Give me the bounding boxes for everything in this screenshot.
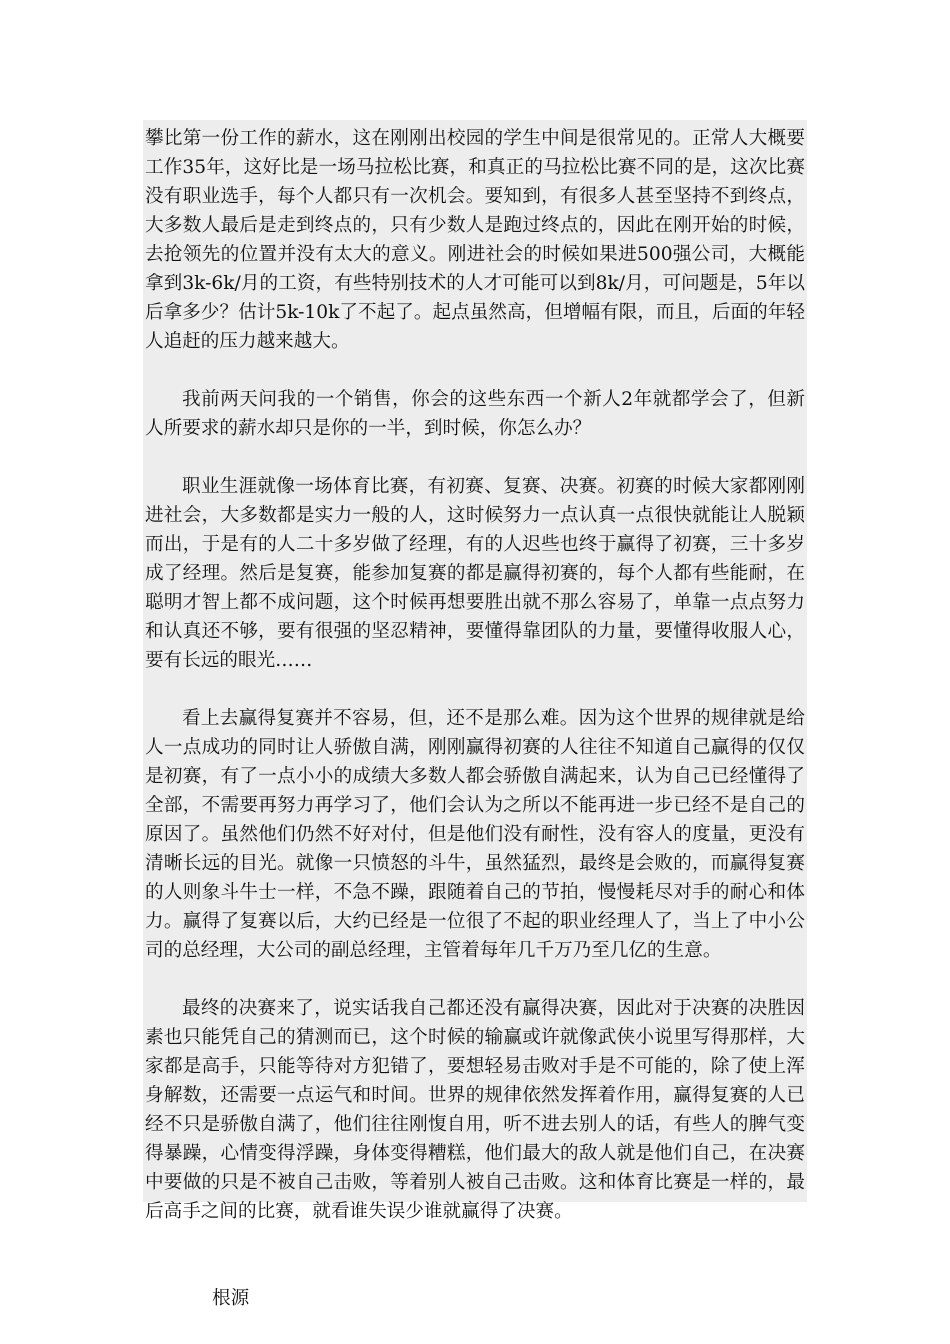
paragraph-marathon: 攀比第一份工作的薪水，这在刚刚出校园的学生中间是很常见的。正常人大概要工作35年，这好比是一场马拉松比赛，和真正的马拉松比赛不同的是，这次比赛没有职业选手，每个人都只有一次机会。要知到，有很多人甚至坚持不到终点，大多数人最后是走到终点的，只有少数人是跑过终点的，因此在刚开始的时候，去抢领先的位置并没有太大的意义。刚进社会的时候如果进500强公司，大概能拿到3k-6k/月的工资，有些特别技术的人才可能可以到8k/月，可问题是，5年以后拿多少？估计5k-10k了不起了。起点虽然高，但增幅有限，而且，后面的年轻人追赶的压力越来越大。 — [145, 128, 805, 352]
paragraph-gap — [145, 1255, 805, 1284]
paragraph-gap — [145, 356, 805, 385]
paragraph-gap — [145, 443, 805, 472]
paragraph-gap — [145, 1226, 805, 1255]
paragraph-career-competition: 职业生涯就像一场体育比赛，有初赛、复赛、决赛。初赛的时候大家都刚刚进社会，大多数都是实力一般的人，这时候努力一点认真一点很快就能让人脱颖而出，于是有的人二十多岁做了经理，有的人迟些也终于赢得了初赛，三十多岁成了经理。然后是复赛，能参加复赛的都是赢得初赛的，每个人都有些能耐，在聪明才智上都不成问题，这个时候再想要胜出就不那么容易了，单靠一点点努力和认真还不够，要有很强的坚忍精神，要懂得靠团队的力量，要懂得收服人心，要有长远的眼光…… — [145, 476, 805, 671]
document-text-block — [143, 120, 807, 1309]
paragraph-gap — [145, 675, 805, 704]
paragraph-final: 最终的决赛来了，说实话我自己都还没有赢得决赛，因此对于决赛的决胜因素也只能凭自己的猜测而已，这个时候的输赢或许就像武侠小说里写得那样，大家都是高手，只能等待对方犯错了，要想轻易击败对手是不可能的，除了使上浑身解数，还需要一点运气和时间。世界的规律依然发挥着作用，赢得复赛的人已经不只是骄傲自满了，他们往往刚愎自用，听不进去别人的话，有些人的脾气变得暴躁，心情变得浮躁，身体变得糟糕，他们最大的敌人就是他们自己，在决赛中要做的只是不被自己击败，等着别人被自己击败。这和体育比赛是一样的，最后高手之间的比赛，就看谁失误少谁就赢得了决赛。 — [145, 998, 805, 1222]
section-heading-root: 根源 — [212, 1288, 250, 1309]
paragraph-gap — [145, 965, 805, 994]
paragraph-salesperson: 我前两天问我的一个销售，你会的这些东西一个新人2年就都学会了，但新人所要求的薪水却只是你的一半，到时候，你怎么办？ — [145, 389, 805, 439]
paragraph-semifinal: 看上去赢得复赛并不容易，但，还不是那么难。因为这个世界的规律就是给人一点成功的同时让人骄傲自满，刚刚赢得初赛的人往往不知道自己赢得的仅仅是初赛，有了一点小小的成绩大多数人都会骄傲自满起来，认为自己已经懂得了全部，不需要再努力再学习了，他们会认为之所以不能再进一步已经不是自己的原因了。虽然他们仍然不好对付，但是他们没有耐性，没有容人的度量，更没有清晰长远的目光。就像一只愤怒的斗牛，虽然猛烈，最终是会败的，而赢得复赛的人则象斗牛士一样，不急不躁，跟随着自己的节拍，慢慢耗尽对手的耐心和体力。赢得了复赛以后，大约已经是一位很了不起的职业经理人了，当上了中小公司的总经理，大公司的副总经理，主管着每年几千万乃至几亿的生意。 — [145, 708, 805, 961]
